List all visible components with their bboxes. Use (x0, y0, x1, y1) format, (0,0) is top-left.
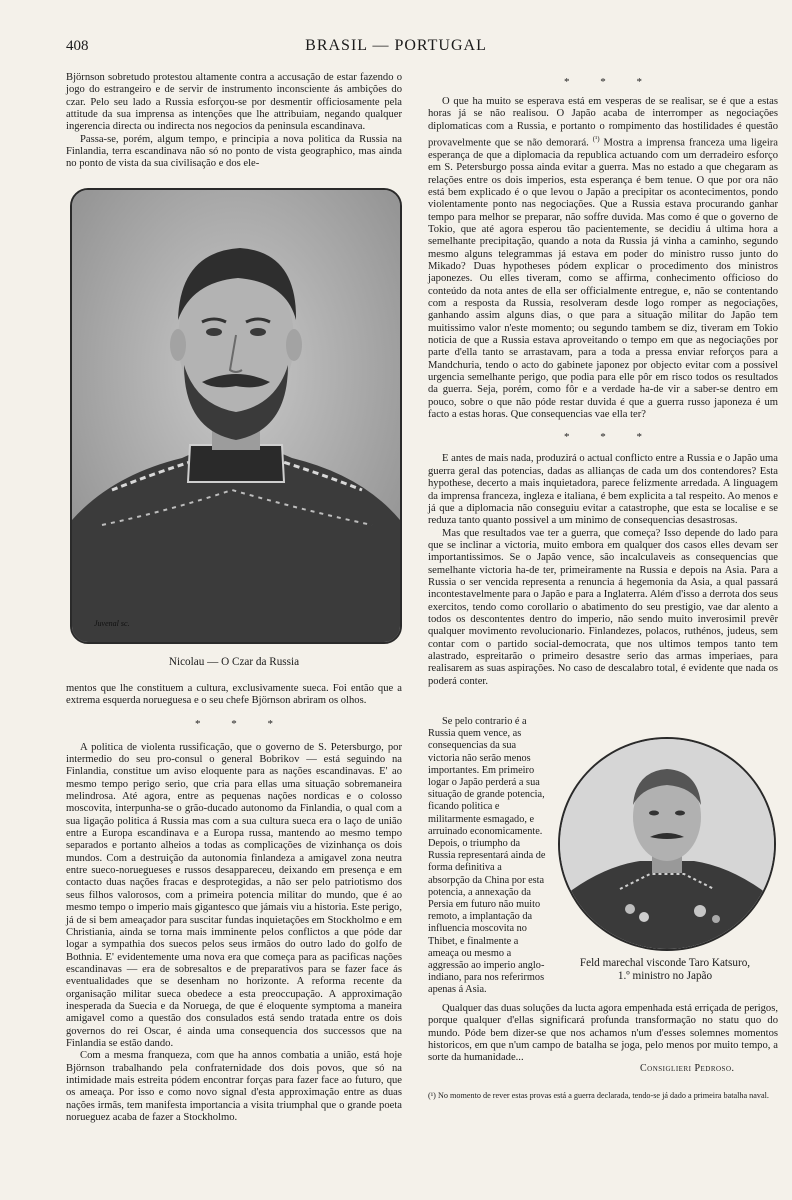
right-column-wrap (428, 716, 546, 997)
footnote-ref: (¹) (592, 135, 600, 144)
paragraph: mentos que lhe constituem a cultura, exclusivamente sueca. Foi então que a extrema esquerda norueguesa e o seu chefe Björnson abriram os olhos. (66, 683, 402, 707)
paragraph: Se pelo contrario é a Russia quem vence, as consequencias da sua victoria não serão menos importantes. Em primeiro logar o Japão perderá a sua situação de grande potencia, ficando politica e militarmente esmagado, e arruinado economicamente. Depois, o triumpho da Russia representará ainda de forma definitiva a absorpção da China por esta potencia, a annexação da Persia em futuro não muito remoto, a implantação da influencia moscovita no Thibet, e finalmente a ameaça ou mesmo a aggressão ao imperio anglo-indiano, para nos referirmos apenas á Asia. (428, 716, 546, 996)
marshal-portrait-image (560, 739, 774, 949)
paragraph: E antes de mais nada, produzirá o actual conflicto entre a Russia e o Japão uma guerra geral das potencias, dadas as allianças de cada um dos contendores? Esta hypothese, decerto a mais inquietadora, parece felizmente arredada. A linguagem da imprensa franceza, ingleza e italiana, é bem explicita a tal respeito. Ao menos e já que a diplomacia não conseguiu evitar a catastrophe, que esta se localise e se reduza tanto quanto possivel a um minimo de consequencias desastrosas. (428, 453, 778, 527)
left-column-bottom (66, 683, 402, 1124)
paragraph: Com a mesma franqueza, com que ha annos combatia a união, está hoje Björnson trabalhando pela confraternidade dos dois povos, que só na intimidade mais estreita pódem encontrar forças para fazer face ao futuro, que os ameaça. Por isso e como novo signal d'esta approximação entre as duas nações irmãs, tem manifesta importancia a visita triumphal que o grande poeta norueguez acaba de fazer a Stockholmo. (66, 1050, 402, 1123)
section-divider: * * * (195, 717, 287, 730)
running-header: BRASIL — PORTUGAL (305, 37, 487, 54)
marshal-caption-line: 1.º ministro no Japão (617, 970, 713, 982)
page-number: 408 (66, 38, 89, 54)
marshal-caption-line: Feld marechal visconde Taro Katsuro, (579, 957, 751, 969)
left-column-top (66, 72, 402, 171)
czar-caption: Nicolau — O Czar da Russia (168, 656, 300, 668)
czar-portrait (70, 188, 402, 644)
paragraph (428, 96, 778, 421)
paragraph: Björnson sobretudo protestou altamente contra a accusação de estar fazendo o jogo do estrangeiro e de servir de instrumento inconsciente ás ambições do czar. Pelo seu lado a Russia esforçou-se por desmentir officiosamente pela attitude da sua imprensa as intenções que lhe attribuiam, negando qualquer ingerencia directa ou indirecta nos negocios da peninsula escandinava. (66, 72, 402, 133)
footnote: (¹) No momento de rever estas provas está a guerra declarada, tendo-se já dado a primeira batalha naval. (428, 1091, 769, 1100)
paragraph: Passa-se, porém, algum tempo, e principia a nova politica da Russia na Finlandia, terra escandinava não só no ponto de vista geographico, mas ainda no ponto de vista da sua civilisação e dos ele- (66, 133, 402, 170)
paragraph-text: Mostra a imprensa franceza uma ligeira esperança de que a diplomacia da republica actuando com um derradeiro esforço em S. Petersburgo possa ainda evitar a guerra. Mas no estado a que chegaram as relações entre os dois imperios, esta esperança é bem tenue. O que por ora não está bem explicado é o que levou o Japão a precipitar os acontecimentos, pondo violentamente ponto nas negociações. Que a Russia estava procurando ganhar tempo para melhor se preparar, não soffre duvida. Mas como é que o governo de Tokio, que até agora esperou tão pacientemente, se decidiu á ultima hora a semelhante precipitação, quando a nota da Russia já vinha a caminho, segundo mesmo alguns telegrammas já estava em poder do ministro russo junto do Mikado? Duas hypotheses pódem explicar o procedimento dos ministros japonezes. Ou elles tiveram, como se affirma, conhecimento officioso do conteúdo da nota antes de ella ser officialmente entregue, e, não se contentando com a resposta da Russia, resolveram desde logo romper as negociações, ganhando assim alguns dias, o que para a situação militar do Japão tem muitissimo valor n'este momento; ou segundo tambem se diz, tiveram em Tokio noticia de que a Russia estava aproveitando o tempo em que as negociações por parte d'ella tanto se arrastavam, para a toda a pressa enviar reforços para a Mandchuria, tendo o acto do gabinete japonez por objecto evitar com a possivel urgencia semelhante perigo, que podia para elle pôr em risco todos os resultados da guerra. Seja, porém, como fôr e a verdade ha-de vir a saber-se dentro em pouco, sobre o que não póde restar duvida é que a guerra russo japoneza é um facto a estas horas. Que consequencias vae ella ter? (428, 137, 779, 421)
section-divider: * * * (564, 431, 656, 444)
author-signature: Consiglieri Pedroso. (640, 1063, 735, 1074)
right-column-top (428, 76, 778, 688)
paragraph-text: O que ha muito se esperava está em vesperas de se realisar, se é que a estas horas já se não realisou. O Japão acaba de interromper as negociações diplomaticas com a Russia, e portanto o rompimento das hostilidades é questão provavelmente que se não demorará. (428, 96, 778, 149)
section-divider: * * * (564, 76, 656, 88)
czar-portrait-image (72, 190, 400, 642)
right-column-bottom (428, 1003, 778, 1065)
engraver-signature: Juvenal sc. (94, 619, 130, 628)
paragraph: Mas que resultados vae ter a guerra, que começa? Isso depende do lado para que se inclinar a victoria, muito embora em qualquer dos casos elles devam ser importantissimos. Se o Japão vence, são incalculaveis as consequencias que semelhante victoria ha-de ter, primeiramente na Russia e depois na Asia. Para a Russia o ser vencida representa a renuncia á hegemonia da Asia, a qual passará incontestavelmente para o Japão e para a Inglaterra. Além d'isso a derrota dos seus exercitos, tendo como corollario o abatimento do seu prestigio, vae dar alento a todos os descontentes dentro do imperio, não sendo muito inverosimil prevêr qualquer movimento revolucionario. Finlandezes, polacos, ruthénos, judeus, sem contar com o partido social-democrata, que nos ultimos tempos tanto tem alastrado, espreitarão o primeiro desastre serio das armas imperiaes, para realisarem as suas aspirações. No caso de descalabro total, é evidente que nada os poderá conter. (428, 527, 778, 687)
marshal-portrait (558, 737, 776, 951)
marshal-caption (554, 957, 776, 983)
paragraph: A politica de violenta russificação, que o governo de S. Petersburgo, por intermedio do seu pro-consul o general Bobrikov — está seguindo na Finlandia, constitue um aviso eloquente para as nações escandinavas. E' ao mesmo tempo perigo serio, que cria para ellas uma situação sobremaneira melindrosa. Até agora, entre as pequenas nações nordicas e o colosso moscovita, interpunha-se o grão-ducado autonomo da Finlandia, o qual com a sua ligação politica á Russia mas com a sua cultura sueca era o laço de união entre a Europa escandinava e a Europa russa, mantendo ao mesmo tempo separados e portanto alheios a todas as complicações de vizinhança os dois mundos. Com a destruição da autonomia finlandeza a amigavel zona neutra entre sueco-noruegueses e russos desappareceu, deixando em presença e em contacto duas nações fracas e desprotegidas, a não ser pelo patriotismo dos seus filhos valorosos, com a primeira potencia militar do mundo, que é ao mesmo tempo o imperio mais gigantesco que jámais viu a historia. Este perigo, já de si bem ameaçador para suscitar fundas inquietações em Stockholmo e em Christiania, ainda se torna mais imminente pelos conflictos a que póde dar logar a sympathia dos suecos pelos seus irmãos do outro lado do golfo de Bothnia. E' evidentemente uma nova era que começa para as pacificas nações escandinavas — era de sobresaltos e de preparativos para se fazer face ás eventualidades que se desenham no horizonte. A reforma recente da organisação militar sueca obedece a esta preoccupação. A approximação inesperada da Suecia e da Noruega, de que é eloquente symptoma a maneira amigavel como a questão dos consulados está sendo tratada entre os dois governos do rei Oscar, é ainda uma consequencia dos successos que na Finlandia se estão dando. (66, 741, 402, 1049)
paragraph: Qualquer das duas soluções da lucta agora empenhada está erriçada de perigos, porque qualquer d'ellas significará profunda transformação no statu quo do mundo. Póde bem dizer-se que nos achamos n'um d'esses solemnes momentos historicos, em que n'um campo de batalha se joga, pelo menos por muito tempo, a sorte da humanidade... (428, 1003, 778, 1064)
